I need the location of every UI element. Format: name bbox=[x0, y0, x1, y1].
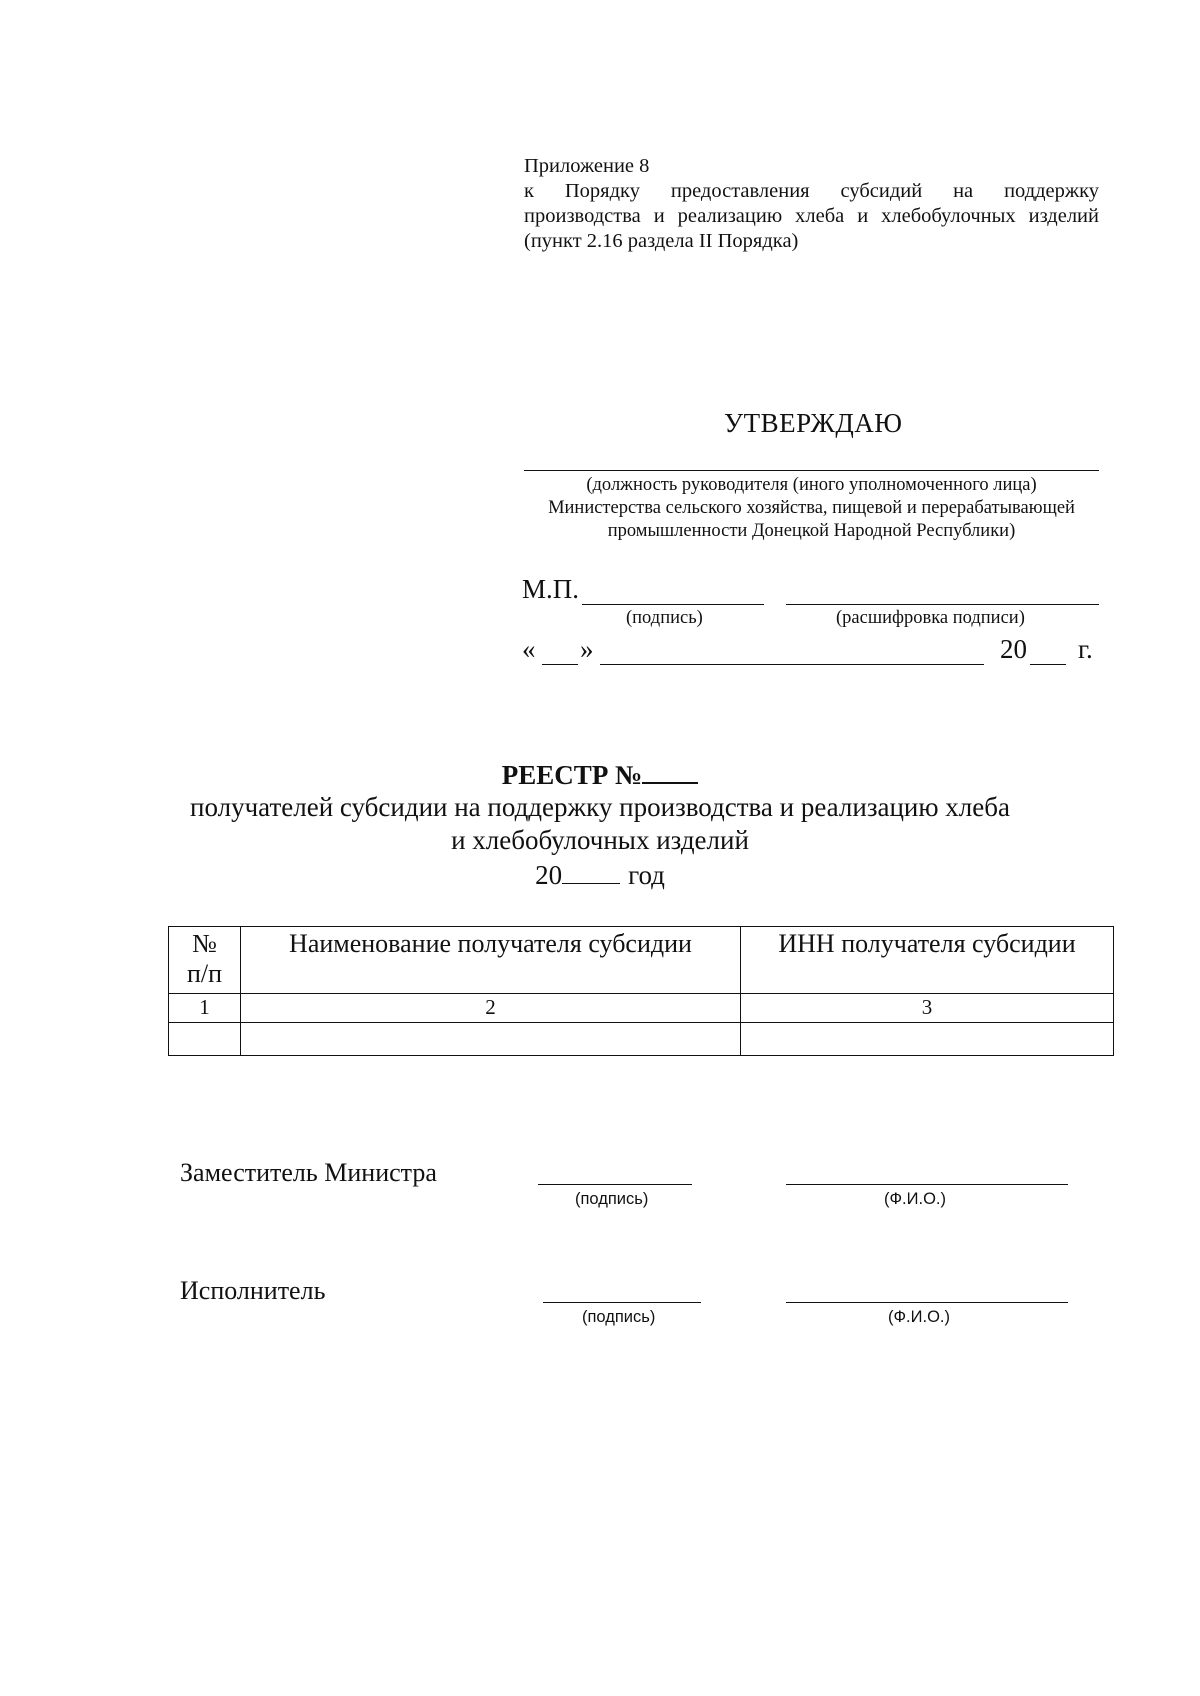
date-month-line bbox=[600, 664, 984, 665]
table-header-row bbox=[169, 927, 1114, 994]
deputy-fio-caption: (Ф.И.О.) bbox=[884, 1190, 946, 1208]
date-year-suffix: г. bbox=[1078, 634, 1093, 664]
registry-subtitle-line-2: и хлебобулочных изделий bbox=[451, 825, 749, 855]
deputy-signature-line bbox=[538, 1184, 692, 1185]
appendix-block bbox=[524, 154, 1099, 254]
executor-signature-line bbox=[543, 1302, 701, 1303]
executor-signature-caption: (подпись) bbox=[582, 1308, 656, 1326]
registry-subtitle-line-1: получателей субсидии на поддержку производства и реализацию хлеба bbox=[190, 792, 1010, 822]
appendix-line-3: производства и реализацию хлеба и хлебобулочных изделий bbox=[524, 205, 1099, 227]
header-cell-inn: ИНН получателя субсидии bbox=[741, 927, 1114, 994]
signature-line bbox=[582, 604, 764, 605]
appendix-title: Приложение 8 bbox=[524, 155, 650, 177]
header-number-line-1: № bbox=[192, 929, 217, 958]
registry-year-prefix: 20 bbox=[535, 860, 563, 890]
approval-title: УТВЕРЖДАЮ bbox=[724, 408, 903, 438]
registry-year bbox=[0, 860, 1200, 891]
position-caption-line-3: промышленности Донецкой Народной Республики) bbox=[607, 521, 1016, 541]
position-line bbox=[524, 470, 1099, 471]
header-cell-number bbox=[169, 927, 241, 994]
position-caption-line-2: Министерства сельского хозяйства, пищевой и перерабатывающей bbox=[548, 498, 1075, 518]
signature-decode-line bbox=[786, 604, 1099, 605]
date-close-quote: » bbox=[580, 634, 594, 664]
date-day-line bbox=[542, 664, 578, 665]
table-cell[interactable] bbox=[741, 1023, 1114, 1056]
table-cell[interactable] bbox=[169, 1023, 241, 1056]
registry-title-text: РЕЕСТР № bbox=[501, 760, 643, 790]
table-row bbox=[169, 1023, 1114, 1056]
decode-caption: (расшифровка подписи) bbox=[836, 608, 1025, 628]
deputy-signature-caption: (подпись) bbox=[575, 1190, 649, 1208]
executor-fio-line bbox=[786, 1302, 1068, 1303]
header-number-line-2: п/п bbox=[186, 959, 223, 988]
header-cell-name: Наименование получателя субсидии bbox=[241, 927, 741, 994]
column-number-cell: 2 bbox=[241, 994, 741, 1023]
registry-number-line bbox=[642, 758, 698, 784]
date-open-quote: « bbox=[522, 634, 536, 664]
table-cell[interactable] bbox=[241, 1023, 741, 1056]
deputy-fio-line bbox=[786, 1184, 1068, 1185]
stamp-label: М.П. bbox=[522, 574, 580, 604]
position-caption-line-1: (должность руководителя (иного уполномоченного лица) bbox=[586, 475, 1037, 495]
position-caption bbox=[524, 474, 1099, 543]
registry-year-suffix: год bbox=[628, 860, 665, 890]
table-column-numbers-row bbox=[169, 994, 1114, 1023]
appendix-line-2: к Порядку предоставления субсидий на поддержку bbox=[524, 180, 1099, 202]
registry-year-line bbox=[562, 861, 620, 884]
date-year-prefix: 20 bbox=[1000, 634, 1027, 664]
date-year-line bbox=[1030, 664, 1066, 665]
column-number-cell: 1 bbox=[169, 994, 241, 1023]
column-number-cell: 3 bbox=[741, 994, 1114, 1023]
deputy-minister-label: Заместитель Министра bbox=[180, 1158, 437, 1187]
registry-title bbox=[0, 758, 1200, 791]
registry-table bbox=[168, 926, 1114, 1056]
appendix-line-4: (пункт 2.16 раздела II Порядка) bbox=[524, 230, 799, 252]
signature-caption: (подпись) bbox=[626, 608, 703, 628]
executor-label: Исполнитель bbox=[180, 1276, 326, 1305]
executor-fio-caption: (Ф.И.О.) bbox=[888, 1308, 950, 1326]
